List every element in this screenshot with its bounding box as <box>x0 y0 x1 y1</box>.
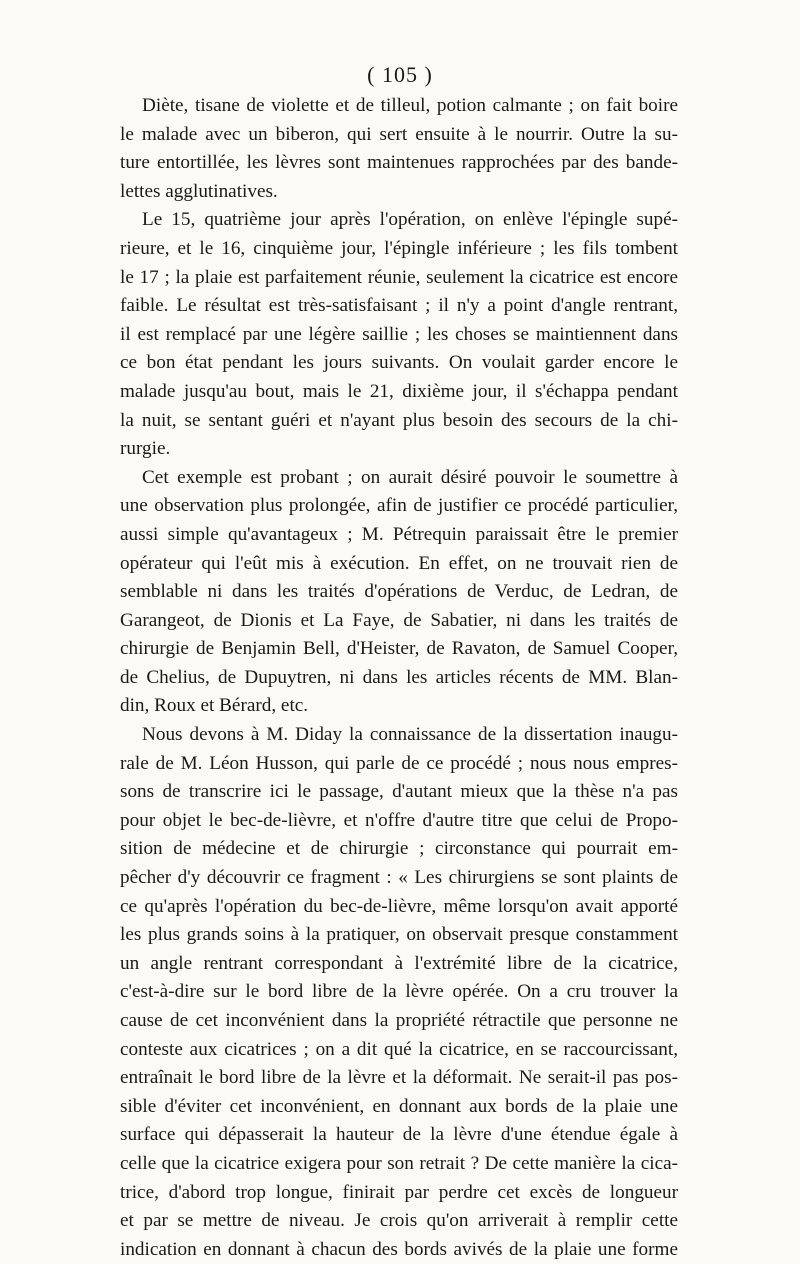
text-line: il est remplacé par une légère saillie ; les choses se maintiennent dans <box>120 323 678 345</box>
text-line: ce qu'après l'opération du bec-de-lièvre, même lorsqu'on avait apporté <box>120 895 678 917</box>
text-line: Nous devons à M. Diday la connaissance de la dissertation inaugu- <box>142 724 678 746</box>
text-line: surface qui dépasserait la hauteur de la lèvre d'une étendue égale à <box>120 1124 678 1146</box>
text-line: rale de M. Léon Husson, qui parle de ce procédé ; nous nous empres- <box>120 752 678 774</box>
text-line: et par se mettre de niveau. Je crois qu'on arriverait à remplir cette <box>120 1210 678 1232</box>
text-line: ture entortillée, les lèvres sont maintenues rapprochées par des bande- <box>120 152 678 174</box>
text-line: de Chelius, de Dupuytren, ni dans les articles récents de MM. Blan- <box>120 666 678 688</box>
text-line: pour objet le bec-de-lièvre, et n'offre d'autre titre que celui de Propo- <box>120 809 678 831</box>
text-line: Garangeot, de Dionis et La Faye, de Sabatier, ni dans les traités de <box>120 609 678 631</box>
text-line: semblable ni dans les traités d'opérations de Verduc, de Ledran, de <box>120 581 678 603</box>
text-line: une observation plus prolongée, afin de justifier ce procédé particulier, <box>120 495 678 517</box>
text-line: un angle rentrant correspondant à l'extrémité libre de la cicatrice, <box>120 952 678 974</box>
page-number: ( 105 ) <box>367 62 433 87</box>
text-line: Le 15, quatrième jour après l'opération, on enlève l'épingle supé- <box>142 209 678 231</box>
text-line: malade jusqu'au bout, mais le 21, dixième jour, il s'échappa pendant <box>120 380 678 402</box>
text-line: sons de transcrire ici le passage, d'autant mieux que la thèse n'a pas <box>120 781 678 803</box>
text-line: sition de médecine et de chirurgie ; circonstance qui pourrait em- <box>120 838 678 860</box>
text-line: faible. Le résultat est très-satisfaisant ; il n'y a point d'angle rentrant, <box>120 295 678 317</box>
text-line: chirurgie de Benjamin Bell, d'Heister, de Ravaton, de Samuel Cooper, <box>120 638 678 660</box>
text-line: opérateur qui l'eût mis à exécution. En effet, on ne trouvait rien de <box>120 552 678 574</box>
text-line: aussi simple qu'avantageux ; M. Pétrequin paraissait être le premier <box>120 523 678 545</box>
body-text <box>120 92 678 1264</box>
text-line: din, Roux et Bérard, etc. <box>120 695 309 717</box>
text-line: la nuit, se sentant guéri et n'ayant plus besoin des secours de la chi- <box>120 409 678 431</box>
text-line: indication en donnant à chacun des bords avivés de la plaie une forme <box>120 1238 678 1260</box>
text-line: trice, d'abord trop longue, finirait par perdre cet excès de longueur <box>120 1181 678 1203</box>
text-line: conteste aux cicatrices ; on a dit qué la cicatrice, en se raccourcissant, <box>120 1038 678 1060</box>
text-line: lettes agglutinatives. <box>120 180 278 202</box>
text-line: Diète, tisane de violette et de tilleul, potion calmante ; on fait boire <box>142 95 678 116</box>
text-line: cause de cet inconvénient dans la propriété rétractile que personne ne <box>120 1010 678 1031</box>
text-line: Cet exemple est probant ; on aurait désiré pouvoir le soumettre à <box>142 466 678 488</box>
text-line: les plus grands soins à la pratiquer, on observait presque constamment <box>120 924 678 946</box>
text-line: sible d'éviter cet inconvénient, en donnant aux bords de la plaie une <box>120 1095 678 1117</box>
text-line: celle que la cicatrice exigera pour son retrait ? De cette manière la cica- <box>120 1152 678 1174</box>
text-line: le 17 ; la plaie est parfaitement réunie, seulement la cicatrice est encore <box>120 266 678 288</box>
text-line: le malade avec un biberon, qui sert ensuite à le nourrir. Outre la su- <box>120 123 678 145</box>
text-line: rurgie. <box>120 438 171 460</box>
text-line: c'est-à-dire sur le bord libre de la lèvre opérée. On a cru trouver la <box>120 981 678 1003</box>
text-line: entraînait le bord libre de la lèvre et la déformait. Ne serait-il pas pos- <box>120 1067 678 1089</box>
text-line: ce bon état pendant les jours suivants. On voulait garder encore le <box>120 352 678 374</box>
text-line: rieure, et le 16, cinquième jour, l'épingle inférieure ; les fils tombent <box>120 237 678 259</box>
text-line: pêcher d'y découvrir ce fragment : « Les chirurgiens se sont plaints de <box>120 867 678 889</box>
